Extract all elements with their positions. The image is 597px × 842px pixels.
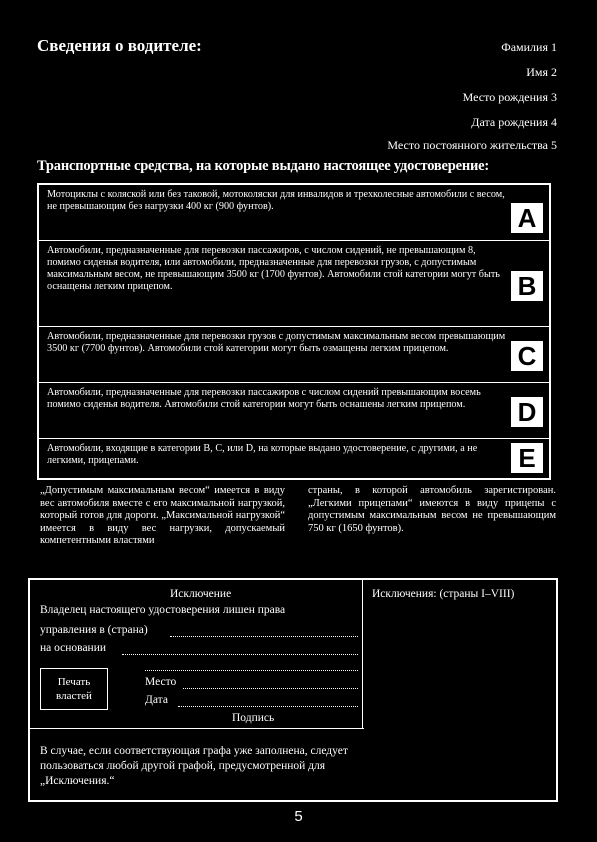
- country-line: [170, 636, 358, 637]
- page-number: 5: [294, 808, 303, 825]
- field-surname: Фамилия 1: [501, 40, 557, 54]
- signature-label: Подпись: [232, 712, 275, 724]
- basis-line: [122, 654, 358, 655]
- seal-box: Печать властей: [40, 668, 108, 710]
- category-e-text: Автомобили, входящие в категории B, C, или D, на которые выдано удостоверение, с другими, а не легкими, прицепами.: [47, 443, 478, 466]
- exclusion-line-3: на основании: [40, 642, 107, 654]
- category-row-a: [39, 185, 549, 241]
- category-row-e: [39, 439, 549, 478]
- place-line: [183, 688, 358, 689]
- category-d-letter: D: [511, 397, 543, 427]
- exclusion-divider: [362, 578, 363, 728]
- category-a-letter: A: [511, 203, 543, 233]
- driver-info-title: Сведения о водителе:: [37, 36, 202, 55]
- place-label: Место: [145, 676, 177, 688]
- category-b-letter: B: [511, 271, 543, 301]
- field-birthdate: Дата рождения 4: [471, 115, 557, 129]
- exclusions-countries-heading: Исключения: (страны I–VIII): [372, 588, 515, 600]
- category-row-d: [39, 383, 549, 439]
- exclusion-heading: Исключение: [170, 588, 232, 600]
- extra-line: [145, 670, 358, 671]
- exclusion-footer: В случае, если соответствующая графа уже заполнена, следует пользоваться любой другой графой, предусмотренной для „Исключения.“: [40, 745, 348, 787]
- category-c-text: Автомобили, предназначенные для перевозки грузов с допустимым максимальным весом превышающим 3500 кг (7700 фунтов). Автомобили стой категории могут быть озмащены легким прицепом.: [47, 331, 506, 354]
- category-row-c: [39, 327, 549, 383]
- exclusion-line-1: Владелец настоящего удостоверения лишен права: [40, 604, 286, 616]
- categories-table: [37, 183, 551, 480]
- date-label: Дата: [145, 694, 168, 706]
- category-row-b: [39, 241, 549, 327]
- category-a-text: Мотоциклы с коляской или без таковой, мотоколяски для инвалидов и трехколесные автомобили с весом, не превышающим без нагрузки 400 кг (900 фунтов).: [47, 189, 505, 212]
- category-d-text: Автомобили, предназначенные для перевозки пассажиров с числом сидений превышающим восемь помимо сиденья водителя. Автомобили стой категории могут быть оснашены легким прицепом.: [47, 387, 481, 410]
- field-residence: Место постоянного жительства 5: [387, 138, 557, 152]
- vehicles-title: Транспортные средства, на которые выдано настоящее удостоверение:: [37, 158, 490, 174]
- field-name: Имя 2: [526, 65, 557, 79]
- field-birthplace: Место рождения 3: [462, 90, 557, 104]
- exclusion-hline: [28, 728, 364, 729]
- category-e-letter: E: [511, 443, 543, 473]
- exclusion-line-2: управления в (страна): [40, 624, 148, 636]
- category-c-letter: C: [511, 341, 543, 371]
- date-line: [178, 706, 358, 707]
- weight-note-left: „Допустимым максимальным весом“ имеется в виду вес автомобиля вместе с его максимальной нагрузкой, который готов для дороги. „Максимальной нагрузкой“ имеется в виду вес нагрузки, допускаемый компетентными властями: [40, 485, 285, 546]
- weight-note-right: страны, в которой автомобиль зарегистирован. „Легкими прицепами“ имеются в виду прицепы с допустимым максимальным весом не превышающим 750 кг (1650 фунтов).: [308, 485, 556, 534]
- category-b-text: Автомобили, предназначенные для перевозки пассажиров, с числом сидений, не превышающим 8, помимо сиденья водителя, или автомобили, предназначенные для перевозки грузов, с допустимым максимальным весом, не превышающим 3500 кг (1700 фунтов). Автомобили стой категории могут быть оснащены легким прицепом.: [47, 245, 500, 292]
